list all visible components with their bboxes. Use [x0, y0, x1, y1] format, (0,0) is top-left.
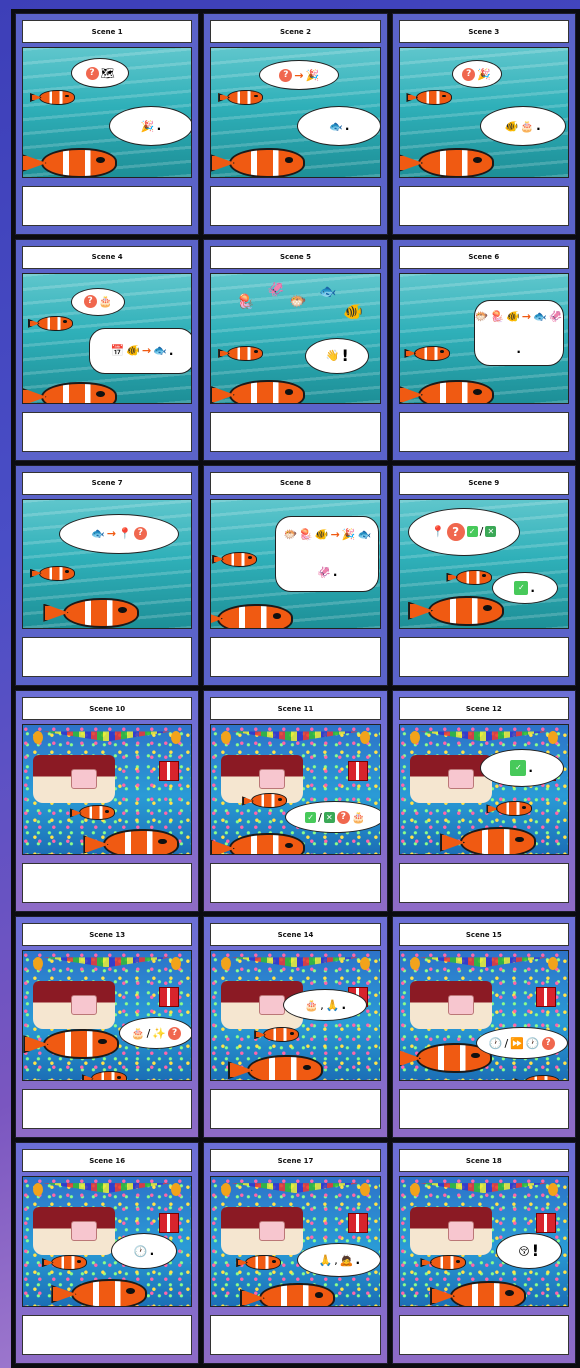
period: .: [355, 1253, 361, 1268]
small-clownfish: [227, 90, 263, 105]
big-clownfish: [63, 598, 139, 628]
panel-scene-1: [15, 13, 199, 235]
question-icon: ?: [134, 527, 147, 540]
location-pin-icon: 📍: [430, 525, 445, 539]
party-table: [410, 1207, 492, 1255]
party-popper-icon: 🎉: [477, 67, 491, 81]
scene-title: Scene 13: [22, 923, 192, 946]
arrow: →: [106, 527, 117, 541]
angelfish-icon: 🐠: [314, 527, 329, 541]
squid-icon: 🦑: [548, 309, 563, 323]
caption-box[interactable]: [399, 186, 569, 226]
speech-bubble: [283, 989, 367, 1021]
scene-title: Scene 9: [399, 472, 569, 495]
party-scene: [210, 950, 380, 1081]
ocean-scene: [22, 47, 192, 178]
caption-box[interactable]: [210, 186, 380, 226]
speech-bubble: [89, 328, 192, 374]
cross-icon: ✕: [485, 526, 496, 537]
party-popper-icon: 🎉: [305, 68, 320, 82]
panel-scene-15: [392, 916, 576, 1138]
balloon-icon: [171, 1183, 181, 1196]
goldfish-icon: 🐡: [474, 309, 489, 323]
balloon-icon: [360, 957, 370, 970]
cake-icon: 🎂: [304, 998, 319, 1012]
scene-title: Scene 8: [210, 472, 380, 495]
panel-scene-11: [203, 690, 387, 912]
check-icon: ✓: [514, 581, 528, 595]
scene-title: Scene 3: [399, 20, 569, 43]
cake-icon: [71, 995, 97, 1015]
big-clownfish: [418, 380, 494, 404]
small-clownfish: [39, 566, 75, 581]
waving-hand-icon: 👋: [325, 349, 340, 363]
balloon-icon: [410, 957, 420, 970]
comma: ,: [320, 998, 324, 1012]
scene-title: Scene 17: [210, 1149, 380, 1172]
angelfish-icon: 🐠: [506, 309, 520, 323]
small-clownfish: [221, 552, 257, 567]
squid-icon: 🦑: [267, 281, 285, 298]
balloon-icon: [410, 1183, 420, 1196]
arrow: →: [294, 68, 304, 82]
slash: /: [504, 1036, 509, 1050]
party-scene: [22, 1176, 192, 1307]
cake-icon: [448, 769, 474, 789]
bunting-garland: [231, 957, 359, 967]
balloon-icon: [171, 957, 181, 970]
scene-title: Scene 7: [22, 472, 192, 495]
big-clownfish: [71, 1279, 147, 1307]
panel-scene-7: [15, 465, 199, 687]
jellyfish-icon: 🪼: [299, 527, 313, 541]
caption-box[interactable]: [399, 1315, 569, 1355]
party-table: [410, 981, 492, 1029]
party-table: [33, 981, 115, 1029]
bunting-garland: [231, 731, 359, 741]
small-clownfish: [227, 346, 263, 361]
small-clownfish: [524, 1075, 560, 1081]
period: .: [149, 1244, 155, 1259]
caption-box[interactable]: [210, 863, 380, 903]
period: .: [516, 342, 521, 357]
calendar-icon: 📅: [110, 344, 125, 358]
cake-icon: 🎂: [520, 119, 535, 133]
balloon-icon: [171, 731, 181, 744]
scene-title: Scene 11: [210, 697, 380, 720]
question-icon: ?: [84, 295, 97, 308]
question-icon: ?: [86, 67, 99, 80]
caption-box[interactable]: [210, 637, 380, 677]
big-clownfish: [43, 1029, 119, 1059]
big-clownfish: [41, 148, 117, 178]
cake-icon: [259, 769, 285, 789]
big-clownfish: [41, 382, 117, 404]
caption-box[interactable]: [22, 186, 192, 226]
panel-scene-16: [15, 1142, 199, 1364]
location-pin-icon: 📍: [118, 527, 132, 541]
balloon-icon: [410, 731, 420, 744]
party-scene: [210, 1176, 380, 1307]
map-icon: 🗺: [100, 66, 115, 80]
big-clownfish: [229, 148, 305, 178]
small-clownfish: [51, 1255, 87, 1270]
small-clownfish: [245, 1255, 281, 1270]
gift-icon: [159, 987, 179, 1007]
balloon-icon: [33, 731, 43, 744]
fast-forward-icon: ⏩: [510, 1036, 524, 1050]
gift-icon: [536, 1213, 556, 1233]
scene-title: Scene 5: [210, 246, 380, 269]
comma: ,: [334, 1253, 338, 1267]
ocean-scene: [399, 47, 569, 178]
balloon-icon: [221, 1183, 231, 1196]
big-clownfish: [450, 1281, 526, 1307]
small-clownfish: [414, 346, 450, 361]
period: .: [344, 119, 350, 133]
caption-box[interactable]: [22, 412, 192, 452]
bunting-garland: [420, 1183, 548, 1193]
panel-scene-10: [15, 690, 199, 912]
caption-box[interactable]: [210, 412, 380, 452]
scene-title: Scene 12: [399, 697, 569, 720]
big-clownfish: [460, 827, 536, 855]
cake-icon: [71, 1221, 97, 1241]
praying-hands-icon: 🙏: [318, 1253, 333, 1267]
small-clownfish: [416, 90, 452, 105]
panel-scene-12: [392, 690, 576, 912]
big-clownfish: [217, 604, 293, 630]
speech-bubble: [71, 58, 129, 88]
fish-icon: 🐟: [153, 344, 167, 358]
fish-icon: 🐟: [329, 119, 343, 133]
angelfish-icon: 🐠: [343, 301, 364, 321]
ocean-scene: [22, 273, 192, 404]
speech-bubble: [474, 300, 564, 366]
speech-bubble: [492, 572, 558, 604]
caption-box[interactable]: [399, 637, 569, 677]
party-scene: [399, 1176, 569, 1307]
blue-tang-icon: 🐟: [357, 527, 372, 541]
period: .: [156, 119, 162, 133]
small-clownfish: [91, 1071, 127, 1081]
caption-box[interactable]: [22, 863, 192, 903]
big-clownfish: [418, 148, 494, 178]
bunting-garland: [43, 1183, 171, 1193]
gift-icon: [348, 1213, 368, 1233]
period: .: [168, 343, 174, 358]
question-icon: ?: [462, 68, 475, 81]
scene-title: Scene 2: [210, 20, 380, 43]
clock-icon: 🕐: [488, 1036, 503, 1050]
speech-bubble: [297, 1243, 380, 1277]
speech-bubble: [480, 749, 564, 787]
cake-icon: [259, 995, 285, 1015]
balloon-icon: [548, 731, 558, 744]
sparkle-icon: ✨: [152, 1026, 167, 1040]
goldfish-icon: 🐡: [289, 293, 307, 310]
comic-grid: [11, 9, 580, 1368]
fish-icon: 🐠: [504, 119, 519, 133]
balloon-icon: [33, 1183, 43, 1196]
gift-icon: [159, 761, 179, 781]
bunting-garland: [231, 1183, 359, 1193]
party-scene: [399, 724, 569, 855]
ocean-scene: [399, 273, 569, 404]
speech-bubble: [275, 516, 379, 592]
balloon-icon: [33, 957, 43, 970]
cake-icon: [71, 769, 97, 789]
question-icon: ?: [542, 1037, 555, 1050]
exclamation: !: [341, 345, 349, 365]
check-icon: ✓: [510, 760, 526, 776]
big-clownfish: [229, 833, 305, 855]
gift-icon: [159, 1213, 179, 1233]
speech-bubble: [297, 106, 380, 146]
scene-title: Scene 6: [399, 246, 569, 269]
cake-icon: 🎂: [98, 295, 113, 309]
speech-bubble: [496, 1233, 562, 1269]
bunting-garland: [43, 731, 171, 741]
fish-icon: 🐠: [126, 344, 140, 358]
party-scene: [210, 724, 380, 855]
panel-scene-17: [203, 1142, 387, 1364]
caption-box[interactable]: [399, 412, 569, 452]
panel-scene-18: [392, 1142, 576, 1364]
caption-box[interactable]: [22, 1089, 192, 1129]
big-clownfish: [428, 596, 504, 626]
period: .: [332, 565, 338, 580]
small-clownfish: [496, 801, 532, 816]
check-icon: ✓: [467, 526, 478, 537]
balloon-icon: [548, 1183, 558, 1196]
speech-bubble: [305, 338, 369, 374]
speech-bubble: [59, 514, 179, 554]
ocean-scene: [210, 499, 380, 630]
speech-bubble: [285, 801, 380, 833]
arrow: →: [330, 527, 340, 541]
panel-scene-3: [392, 13, 576, 235]
arrow: →: [141, 344, 152, 358]
party-table: [33, 755, 115, 803]
blue-tang-icon: 🐟: [319, 283, 337, 300]
exclamation: !: [531, 1241, 540, 1261]
jellyfish-icon: 🪼: [237, 293, 255, 310]
clock-icon: 🕐: [525, 1036, 540, 1050]
big-clownfish: [103, 829, 179, 855]
cake-icon: 🎂: [130, 1026, 145, 1040]
caption-box[interactable]: [399, 1089, 569, 1129]
caption-box[interactable]: [210, 1089, 380, 1129]
question-icon: ?: [447, 523, 465, 541]
scene-title: Scene 18: [399, 1149, 569, 1172]
cake-icon: [448, 995, 474, 1015]
period: .: [530, 580, 535, 595]
slash: /: [146, 1026, 151, 1040]
big-clownfish: [229, 380, 305, 404]
arrow: →: [521, 309, 532, 323]
small-clownfish: [263, 1027, 299, 1042]
scene-title: Scene 4: [22, 246, 192, 269]
party-table: [410, 755, 492, 803]
speech-bubble: [111, 1233, 177, 1269]
cake-icon: [448, 1221, 474, 1241]
slash: /: [479, 525, 484, 539]
slash: /: [318, 810, 322, 824]
scene-title: Scene 1: [22, 20, 192, 43]
small-clownfish: [456, 570, 492, 585]
big-clownfish: [247, 1055, 323, 1081]
cake-icon: 🎂: [351, 810, 366, 824]
speech-bubble: [408, 508, 520, 556]
bowing-person-icon: 🙇: [339, 1253, 354, 1267]
check-icon: ✓: [305, 812, 316, 823]
caption-box[interactable]: [210, 1315, 380, 1355]
party-popper-icon: 🎉: [140, 119, 155, 133]
gift-icon: [348, 761, 368, 781]
caption-box[interactable]: [22, 1315, 192, 1355]
panel-scene-13: [15, 916, 199, 1138]
panel-scene-9: [392, 465, 576, 687]
caption-box[interactable]: [22, 637, 192, 677]
panel-scene-5: [203, 239, 387, 461]
praying-hands-icon: 🙏: [325, 998, 340, 1012]
speech-bubble: [480, 106, 566, 146]
panel-scene-4: [15, 239, 199, 461]
balloon-icon: [360, 1183, 370, 1196]
clock-icon: 🕐: [133, 1244, 148, 1258]
period: .: [528, 761, 533, 776]
party-table: [221, 1207, 303, 1255]
fish-skeleton-icon: 🐟: [91, 527, 105, 541]
caption-box[interactable]: [399, 863, 569, 903]
panel-scene-8: [203, 465, 387, 687]
small-clownfish: [251, 793, 287, 808]
happy-face-icon: 😚: [518, 1244, 530, 1258]
question-icon: ?: [279, 69, 292, 82]
small-clownfish: [39, 90, 75, 105]
party-table: [33, 1207, 115, 1255]
party-scene: [22, 950, 192, 1081]
bunting-garland: [420, 731, 548, 741]
panel-scene-14: [203, 916, 387, 1138]
question-icon: ?: [337, 811, 350, 824]
small-clownfish: [79, 805, 115, 820]
scene-title: Scene 16: [22, 1149, 192, 1172]
gift-icon: [536, 987, 556, 1007]
period: .: [536, 119, 541, 133]
scene-title: Scene 14: [210, 923, 380, 946]
speech-bubble: [119, 1017, 192, 1049]
small-clownfish: [37, 316, 73, 331]
small-clownfish: [430, 1255, 466, 1270]
balloon-icon: [221, 731, 231, 744]
big-clownfish: [259, 1283, 335, 1307]
squid-icon: 🦑: [317, 565, 331, 579]
scene-title: Scene 10: [22, 697, 192, 720]
ocean-scene: [210, 273, 380, 404]
party-popper-icon: 🎉: [341, 527, 356, 541]
party-scene: [399, 950, 569, 1081]
goldfish-icon: 🐡: [283, 527, 298, 541]
balloon-icon: [221, 957, 231, 970]
speech-bubble: [259, 60, 339, 90]
blue-tang-icon: 🐟: [533, 309, 547, 323]
ocean-scene: [210, 47, 380, 178]
bunting-garland: [43, 957, 171, 967]
panel-scene-2: [203, 13, 387, 235]
balloon-icon: [360, 731, 370, 744]
question-icon: ?: [168, 1027, 181, 1040]
panel-scene-6: [392, 239, 576, 461]
jellyfish-icon: 🪼: [490, 309, 505, 323]
period: .: [341, 998, 347, 1013]
party-scene: [22, 724, 192, 855]
speech-bubble: [476, 1027, 568, 1059]
balloon-icon: [548, 957, 558, 970]
speech-bubble: [109, 106, 192, 146]
bunting-garland: [420, 957, 548, 967]
ocean-scene: [399, 499, 569, 630]
cake-icon: [259, 1221, 285, 1241]
ocean-scene: [22, 499, 192, 630]
scene-title: Scene 15: [399, 923, 569, 946]
cross-icon: ✕: [324, 812, 335, 823]
speech-bubble: [71, 288, 125, 316]
speech-bubble: [452, 60, 502, 88]
